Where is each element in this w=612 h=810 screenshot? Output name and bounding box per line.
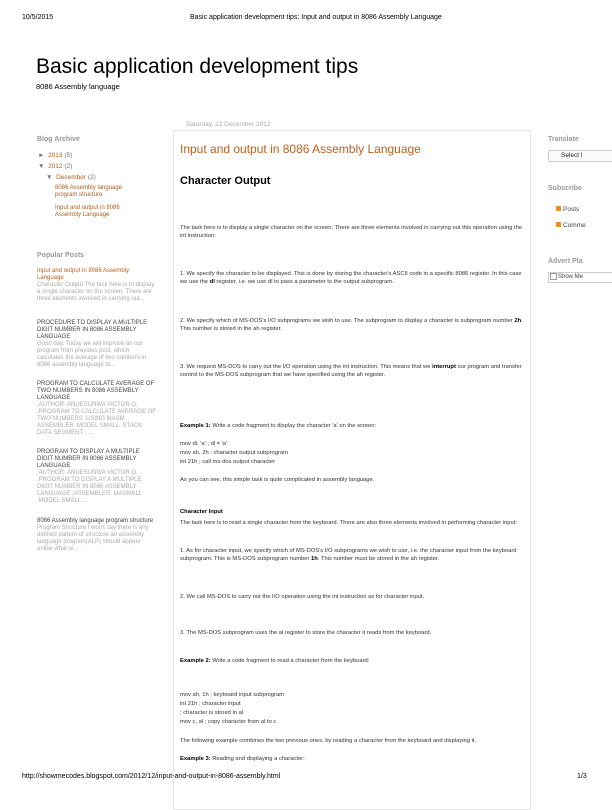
example-1-label	[180, 422, 526, 430]
subprogram-number: 1h	[311, 556, 318, 562]
archive-year-link[interactable]: 2013	[48, 152, 63, 159]
example-label: Example 2:	[180, 658, 211, 664]
code-line: mov c, al ; copy character from al to c	[180, 719, 277, 725]
post-date-header: Saturday, 22 December 2012	[186, 121, 271, 128]
example-text: Reading and displaying a character:	[210, 756, 305, 762]
blog-archive-heading: Blog Archive	[37, 136, 80, 143]
advert-image[interactable]	[548, 272, 612, 283]
example-label: Example 3:	[180, 756, 211, 762]
popular-post-snippet: Program Structure I won't say there is any defined pattern of structure an assembly language program(ALP) should appear unlike what w...	[37, 525, 149, 552]
popular-post-title[interactable]: PROGRAM TO DISPLAY A MULTIPLE DIGIT NUMBER IN 8086 ASSEMBLY LANGUAGE	[37, 449, 140, 469]
input-step-2: 2. We call MS-DOS to carry out the I/O operation using the int instruction as for character input.	[180, 594, 425, 600]
popular-post-title[interactable]: 8086 Assembly language program structure	[37, 518, 154, 524]
text-part: our program and transfer control to the MS-DOS subprogram that we have specified using the ah register.	[180, 364, 522, 378]
archive-count: (2)	[64, 163, 73, 170]
code-line: mov dl, 'a' ; dl = 'a'	[180, 441, 228, 447]
feed-icon	[556, 222, 561, 227]
keyword: interrupt	[432, 364, 456, 370]
combine-paragraph: The following example combines the two previous ones, by reading a character from the keyboard and displaying it.	[180, 738, 477, 744]
print-date: 10/5/2015	[22, 14, 54, 21]
archive-year-2012[interactable]	[38, 163, 72, 170]
subscribe-heading: Subscribe	[548, 185, 582, 192]
popular-post-title[interactable]: PROGRAM TO CALCULATE AVERAGE OF TWO NUMBERS IN 8086 ASSEMBLY LANGUAGE	[37, 381, 155, 401]
step-1-paragraph	[180, 270, 526, 286]
archive-count: (2)	[87, 174, 96, 181]
blog-title[interactable]: Basic application development tips	[36, 55, 359, 78]
expand-toggle-icon[interactable]: ►	[38, 152, 45, 159]
subscribe-posts[interactable]	[556, 206, 579, 213]
collapse-toggle-icon[interactable]: ▼	[46, 174, 53, 181]
input-step-3: 3. The MS-DOS subprogram uses the al register to store the character it reads from the keyboard.	[180, 630, 432, 636]
code-line: int 21h ; character input	[180, 701, 241, 707]
code-line: ; character is stored in al	[180, 710, 244, 716]
print-title: Basic application development tips: Input and output in 8086 Assembly Language	[190, 14, 442, 21]
subscribe-comments[interactable]	[556, 222, 586, 229]
example-3-label	[180, 755, 526, 763]
popular-post-title[interactable]: Input and output in 8086 Assembly Language	[37, 268, 130, 281]
popular-post	[37, 268, 157, 303]
subscribe-comments-label[interactable]: Comme	[563, 222, 586, 229]
popular-post	[37, 381, 157, 437]
popular-post-title[interactable]: PROCEDURE TO DISPLAY A MULTIPLE DIGIT NUMBER IN 8086 ASSEMBLY LANGUAGE	[37, 320, 148, 340]
language-select[interactable]: Select l	[548, 150, 612, 162]
popular-post	[37, 320, 157, 369]
archive-month-link[interactable]: December	[56, 174, 87, 181]
popular-post	[37, 518, 157, 553]
popular-post-snippet: Character Output The task here is to display a single character on the screen. There are three elements involved in carrying out...	[37, 282, 155, 302]
example-text: Write a code fragment to display the character 'a' on the screen:	[210, 423, 377, 429]
code-line: mov ah, 2h ; character output subprogram	[180, 450, 288, 456]
example-label: Example 1:	[180, 423, 211, 429]
input-step-1	[180, 547, 526, 563]
broken-image-icon	[550, 273, 557, 280]
text-part: 2. We specify which of MS-DOS's I/O subprograms we wish to use. The subprogram to display a character is subprogram number	[180, 318, 515, 324]
popular-posts-heading: Popular Posts	[37, 252, 85, 259]
step-2-paragraph	[180, 317, 526, 333]
advert-alt-text[interactable]: Show Me	[558, 274, 584, 281]
code-line: mov ah, 1h ; keyboard input subprogram	[180, 692, 285, 698]
register-name: dl	[209, 279, 215, 285]
section-heading-character-output: Character Output	[180, 175, 271, 187]
collapse-toggle-icon[interactable]: ▼	[38, 163, 45, 170]
example-2-label	[180, 657, 526, 665]
subprogram-number: 2h	[514, 318, 522, 324]
blog-description: 8086 Assembly language	[36, 82, 120, 91]
text-part: 1. As for character input, we specify which of MS-DOS's I/O subprograms we wish to use, i.e. the character input from the keyboard subprogram. This is MS-DOS subprogram number	[180, 548, 517, 562]
advert-heading: Advert Pla	[548, 258, 583, 265]
text-part: 3. We request MS-DOS to carry out the I/O operation using the int instruction. This means that we	[180, 364, 433, 370]
feed-icon	[556, 206, 561, 211]
text-part: register, i.e. we use dl to pass a parameter to the output subprogram.	[214, 279, 394, 285]
archive-year-link[interactable]: 2012	[48, 163, 63, 170]
archive-post-link[interactable]: Input and output in 8086 Assembly Language	[55, 205, 120, 218]
post-title[interactable]: Input and output in 8086 Assembly Language	[180, 142, 421, 156]
popular-post-snippet: Good day, Today we will improve on our program from previous post, which calculates the average of two numbers in 8086 assembly language to...	[37, 341, 147, 368]
text-part: 1. We specify the character to be displayed. This is done by storing the character's ASCII code in a specific 8086 register. In this case we use the	[180, 271, 522, 285]
archive-post-link[interactable]: 8086 Assembly language program structure	[55, 185, 123, 198]
popular-post	[37, 449, 157, 505]
text-part: . This number is stored in the ah register.	[180, 318, 523, 332]
popular-post-snippet: ;AUTHOR: ANUESUNWA VICTOR O. ;PROGRAM TO CALCULATE AVERAGE OF TWO NUMBERS ;USING MASM ASSEMBLER .MODEL SMALL .STACK DATA SEGMENT ; ...	[37, 402, 156, 436]
archive-count: (5)	[64, 152, 73, 159]
section-heading-character-input: Character Input	[180, 509, 223, 515]
code-line: int 21h ; call ms-dos output character	[180, 459, 276, 465]
intro-paragraph: The task here is to display a single character on the screen. There are three elements involved in carrying out this operation using the int instruction:	[180, 225, 523, 239]
print-footer-url: http://showmecodes.blogspot.com/2012/12/input-and-output-in-8086-assembly.html	[22, 773, 281, 780]
archive-month-december[interactable]	[46, 174, 96, 181]
text-part: . This number must be stored in the ah register.	[317, 556, 440, 562]
print-footer-page: 1/3	[577, 773, 587, 780]
example-text: Write a code fragment to read a character from the keyboard:	[210, 658, 370, 664]
popular-post-snippet: ;AUTHOR: ANUESUNWA VICTOR O. ;PROGRAM TO DISPLAY A MULTIPLE DIGIT NUMBER IN 8086 ASSEMBLY LANGUAGE ;ASSEMBLER: MASM611 .MODEL SMALL ...	[37, 470, 142, 504]
translate-heading: Translate	[548, 136, 579, 143]
archive-year-2013[interactable]	[38, 152, 72, 159]
input-intro-paragraph: The task here is to read a single character from the keyboard. There are also three elements involved in performing character input:	[180, 520, 517, 526]
step-3-paragraph	[180, 363, 526, 379]
comment-paragraph: As you can see, this simple task is quite complicated in assembly language.	[180, 477, 375, 483]
subscribe-posts-label[interactable]: Posts	[563, 206, 580, 213]
